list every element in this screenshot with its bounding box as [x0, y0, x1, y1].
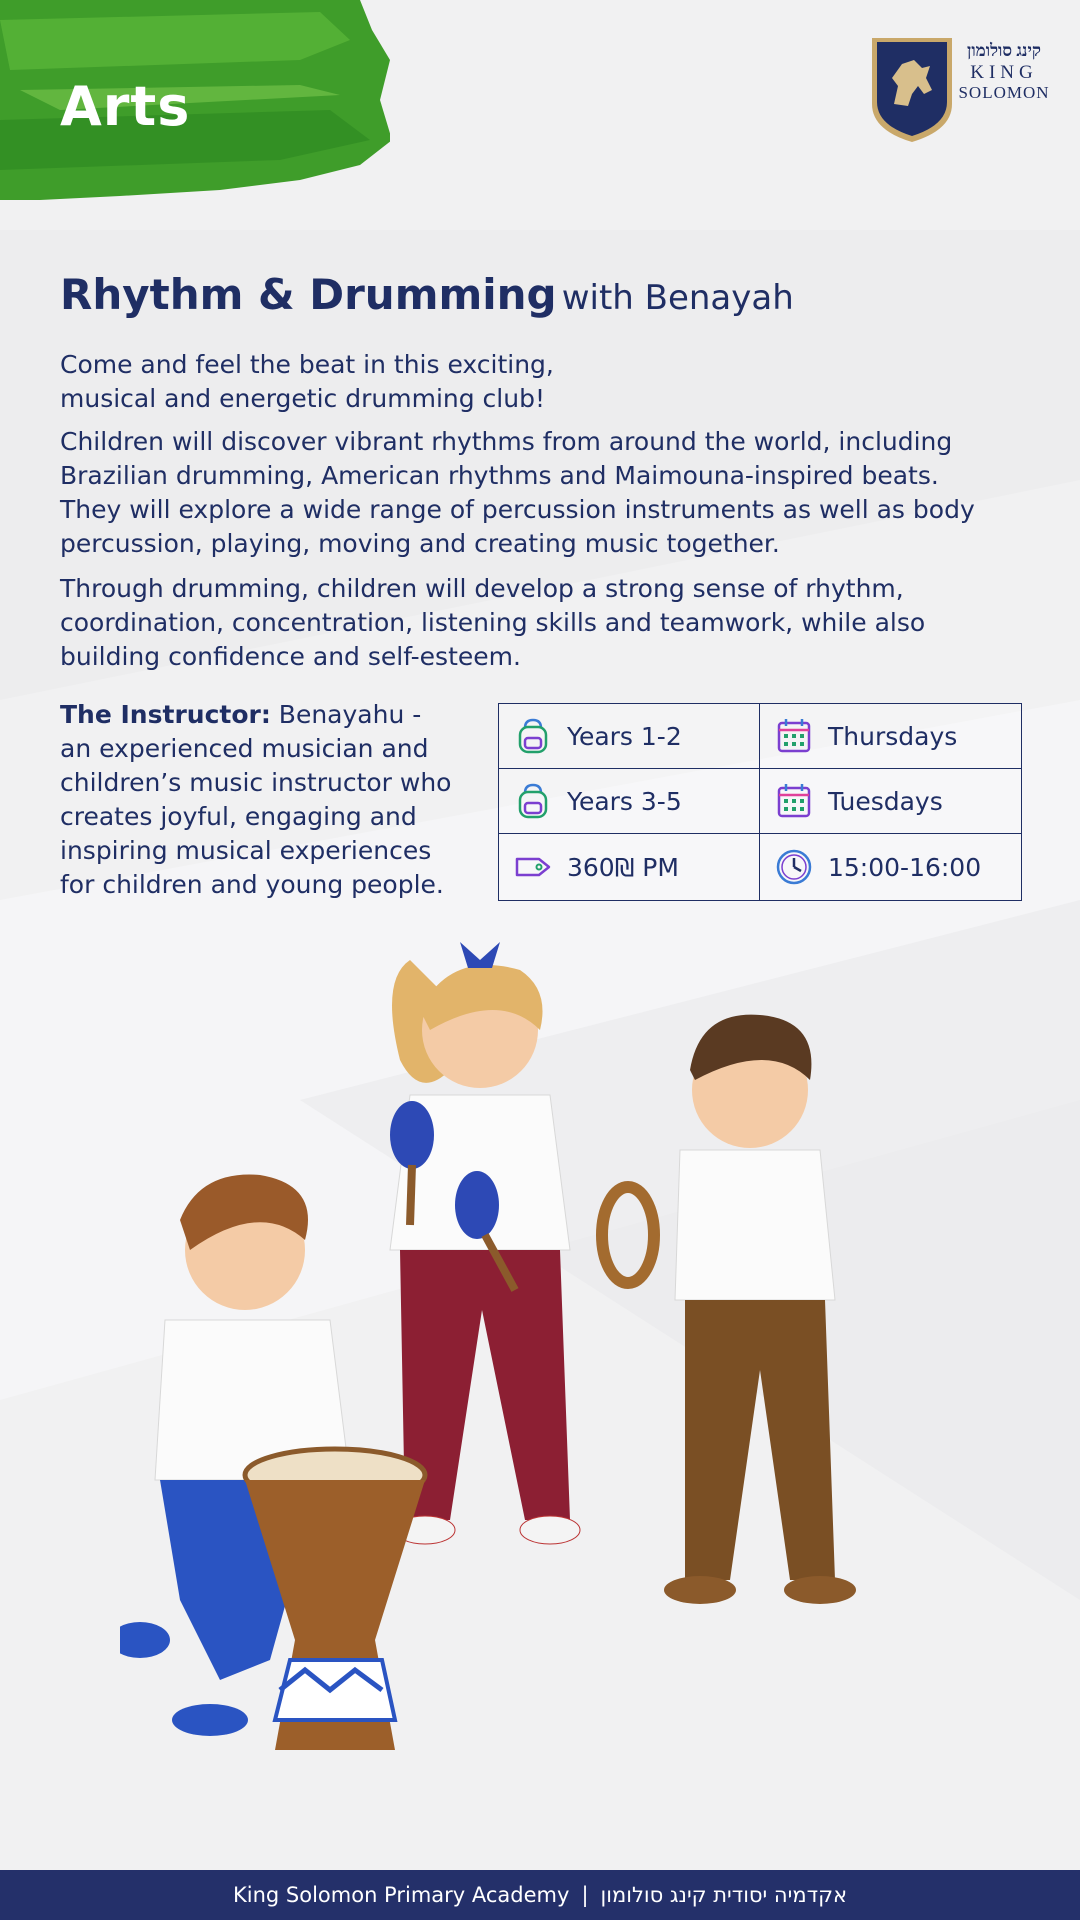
backpack-icon	[513, 716, 553, 756]
children-playing-instruments-illustration	[120, 920, 980, 1780]
price-tag-icon	[513, 847, 553, 887]
years-1-2-label: Years 1-2	[567, 721, 682, 751]
instructor-text: Benayahu - an experienced musician and children’s music instructor who creates joyful, engaging and inspiring musical experiences for children and young people.	[60, 700, 452, 899]
price-label: 360₪ PM	[567, 852, 679, 882]
logo-solomon: SOLOMON	[958, 83, 1050, 102]
green-brush-stroke	[0, 0, 390, 205]
instructor-label: The Instructor:	[60, 700, 271, 729]
description-paragraph: Children will discover vibrant rhythms from around the world, including Brazilian drumming, American rhythms and Maimouna-inspired beats. They will explore a wide range of percussion instruments as well as body percussion, playing, moving and creating music together.	[60, 427, 975, 558]
girl-with-maracas	[390, 942, 580, 1544]
footer-hebrew: אקדמיה יסודית קינג סולומון	[600, 1883, 847, 1907]
logo-king: KING	[970, 62, 1038, 83]
footer-english: King Solomon Primary Academy	[232, 1883, 570, 1907]
title-main: Rhythm & Drumming	[60, 270, 557, 319]
page-title	[60, 270, 794, 319]
title-with: with Benayah	[561, 278, 794, 318]
years-3-5-label: Years 3-5	[567, 786, 682, 816]
schedule-cell-thursdays	[759, 704, 1021, 769]
backpack-icon	[513, 781, 553, 821]
schedule-cell-time	[759, 834, 1021, 900]
clock-icon	[774, 847, 814, 887]
schedule-cell-price	[499, 834, 759, 900]
schedule-cell-years-3-5	[499, 769, 759, 834]
calendar-icon	[774, 716, 814, 756]
benefits-paragraph: Through drumming, children will develop a strong sense of rhythm, coordination, concentration, listening skills and teamwork, while also building confidence and self-esteem.	[60, 574, 926, 671]
footer-separator: |	[581, 1883, 589, 1907]
schedule-cell-years-1-2	[499, 704, 759, 769]
boy-with-tambourine	[602, 1015, 856, 1604]
logo-hebrew: קינג סולומון	[966, 41, 1042, 60]
schedule-cell-tuesdays	[759, 769, 1021, 834]
intro-paragraph: Come and feel the beat in this exciting, musical and energetic drumming club!	[60, 350, 554, 413]
category-title: Arts	[60, 75, 191, 138]
footer-bar	[0, 1870, 1080, 1920]
calendar-icon	[774, 781, 814, 821]
time-label: 15:00-16:00	[828, 852, 982, 882]
schedule-table	[498, 703, 1022, 901]
tuesdays-label: Tuesdays	[828, 786, 943, 816]
logo-wordmark	[953, 40, 1055, 102]
instructor-block	[60, 698, 460, 902]
boy-with-djembe	[120, 1175, 425, 1750]
thursdays-label: Thursdays	[828, 721, 958, 751]
